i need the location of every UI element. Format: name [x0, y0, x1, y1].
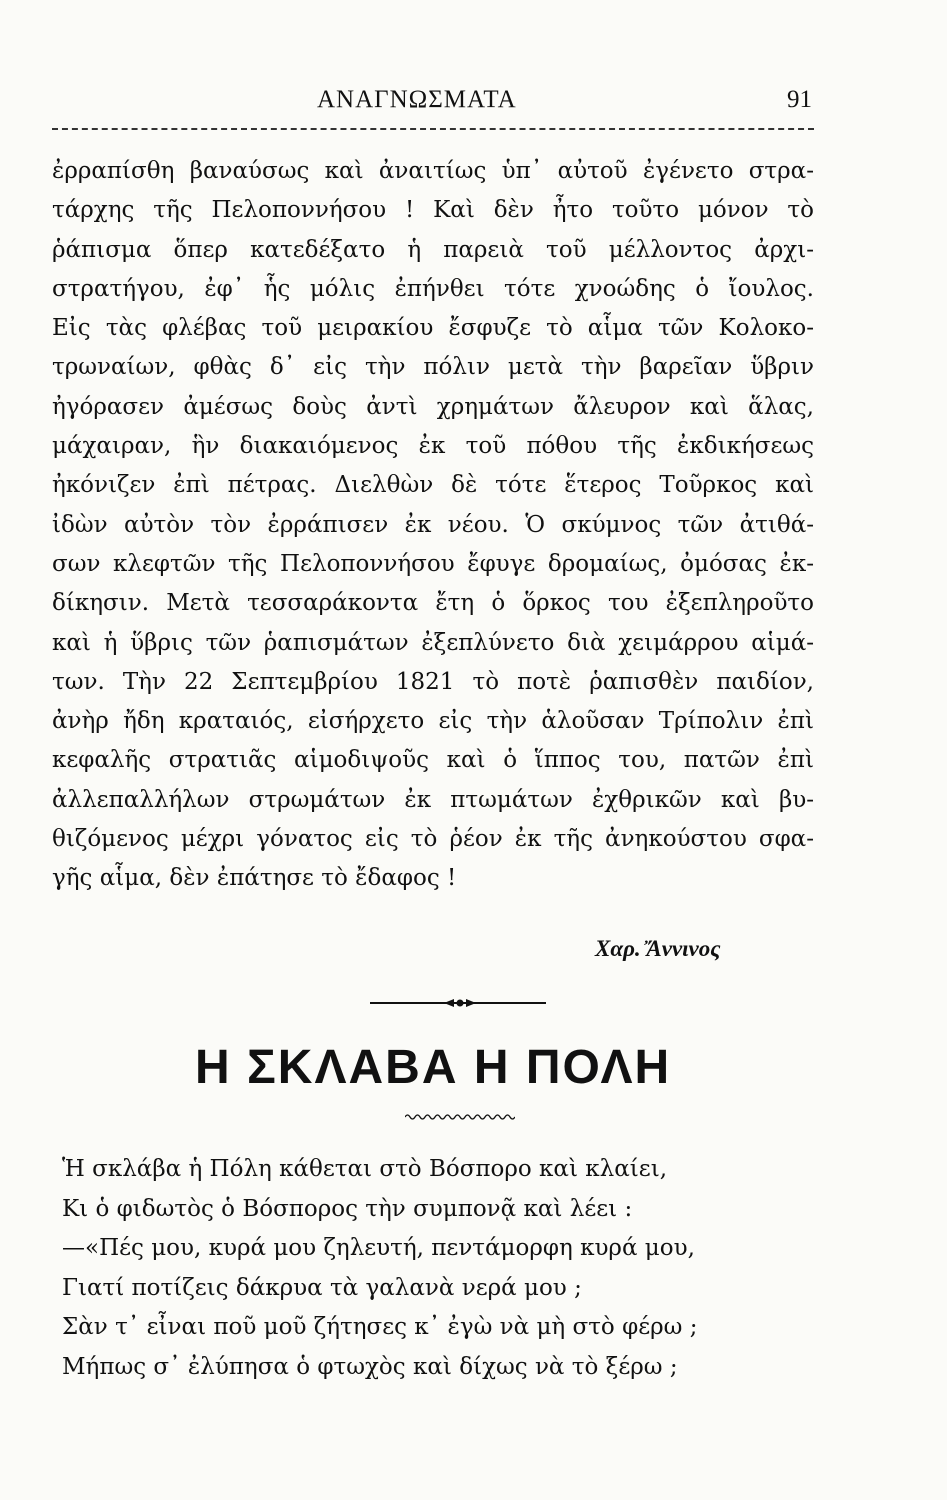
poem-verse: Γιατί ποτίζεις δάκρυα τὰ γαλανὰ νερά μου ;: [62, 1274, 582, 1301]
prose-line: ἐρραπίσθη βαναύσως καὶ ἀναιτίως ὑπ᾽ αὐτοῦ ἐγένετο στρα-: [52, 158, 814, 184]
prose-line: ἀνὴρ ἤδη κραταιός, εἰσήρχετο εἰς τὴν ἁλοῦσαν Τρίπολιν ἐπὶ: [52, 708, 814, 735]
prose-line: τρωναίων, φθὰς δ᾽ εἰς τὴν πόλιν μετὰ τὴν βαρεῖαν ὕβριν: [52, 354, 814, 381]
prose-line: καὶ ἡ ὕβρις τῶν ῥαπισμάτων ἐξεπλύνετο διὰ χειμάρρου αἱμά-: [52, 629, 814, 656]
prose-block: [52, 152, 814, 899]
prose-line: των. Τὴν 22 Σεπτεμβρίου 1821 τὸ ποτὲ ῥαπισθὲν παιδίον,: [52, 668, 814, 695]
poem-verse: Σὰν τ᾽ εἶναι ποῦ μοῦ ζήτησες κ᾽ ἐγὼ νὰ μὴ στὸ φέρω ;: [62, 1314, 698, 1340]
running-head: [52, 86, 812, 126]
prose-line: Εἰς τὰς φλέβας τοῦ μειρακίου ἔσφυζε τὸ αἷμα τῶν Κολοκο-: [52, 315, 814, 342]
poem-title: Η ΣΚΛΑΒΑ Η ΠΟΛΗ: [195, 1041, 672, 1094]
poem-verse: Κι ὁ φιδωτὸς ὁ Βόσπορος τὴν συμπονᾷ καὶ λέει :: [62, 1195, 633, 1222]
prose-line: θιζόμενος μέχρι γόνατος εἰς τὸ ῥέον ἐκ τῆς ἀνηκούστου σφα-: [52, 826, 814, 853]
running-title: ΑΝΑΓΝΩΣΜΑΤΑ: [317, 86, 517, 113]
poem-verse: —«Πές μου, κυρά μου ζηλευτή, πεντάμορφη κυρά μου,: [62, 1235, 695, 1261]
prose-line: τάρχης τῆς Πελοποννήσου ! Καὶ δὲν ἦτο τοῦτο μόνον τὸ: [52, 197, 814, 224]
prose-line: ῥάπισμα ὅπερ κατεδέξατο ἡ παρειὰ τοῦ μέλλοντος ἀρχι-: [52, 236, 814, 263]
prose-line: γῆς αἷμα, δὲν ἐπάτησε τὸ ἔδαφος !: [52, 865, 457, 892]
prose-line: ἠκόνιζεν ἐπὶ πέτρας. Διελθὼν δὲ τότε ἕτερος Τοῦρκος καὶ: [52, 472, 814, 499]
prose-line: ἀλλεπαλλήλων στρωμάτων ἐκ πτωμάτων ἐχθρικῶν καὶ βυ-: [52, 786, 814, 813]
prose-line: δίκησιν. Μετὰ τεσσαράκοντα ἔτη ὁ ὅρκος του ἐξεπληροῦτο: [52, 590, 814, 617]
prose-line: ἰδὼν αὐτὸν τὸν ἐρράπισεν ἐκ νέου. Ὁ σκύμνος τῶν ἀτιθά-: [52, 511, 814, 538]
prose-line: μάχαιραν, ἣν διακαιόμενος ἐκ τοῦ πόθου τῆς ἐκδικήσεως: [52, 433, 814, 460]
poem-body: [62, 1150, 822, 1387]
header-rule: [52, 128, 814, 130]
wavy-divider: [405, 1112, 515, 1122]
poem-verse: Ἡ σκλάβα ἡ Πόλη κάθεται στὸ Βόσπορο καὶ κλαίει,: [62, 1156, 668, 1182]
prose-line: κεφαλῆς στρατιᾶς αἱμοδιψοῦς καὶ ὁ ἵππος του, πατῶν ἐπὶ: [52, 747, 814, 774]
prose-line: στρατήγου, ἐφ᾽ ἧς μόλις ἐπήνθει τότε χνοώδης ὁ ἴουλος.: [52, 275, 814, 302]
page-number: 91: [787, 86, 812, 113]
prose-line: ἠγόρασεν ἀμέσως δοὺς ἀντὶ χρημάτων ἄλευρον καὶ ἅλας,: [52, 393, 814, 420]
author-signature: Χαρ. Ἄννινος: [595, 936, 721, 961]
poem-verse: Μήπως σ᾽ ἐλύπησα ὁ φτωχὸς καὶ δίχως νὰ τὸ ξέρω ;: [62, 1353, 678, 1380]
divider-ornament: [370, 998, 546, 1008]
prose-line: σων κλεφτῶν τῆς Πελοποννήσου ἔφυγε δρομαίως, ὀμόσας ἐκ-: [52, 550, 814, 577]
